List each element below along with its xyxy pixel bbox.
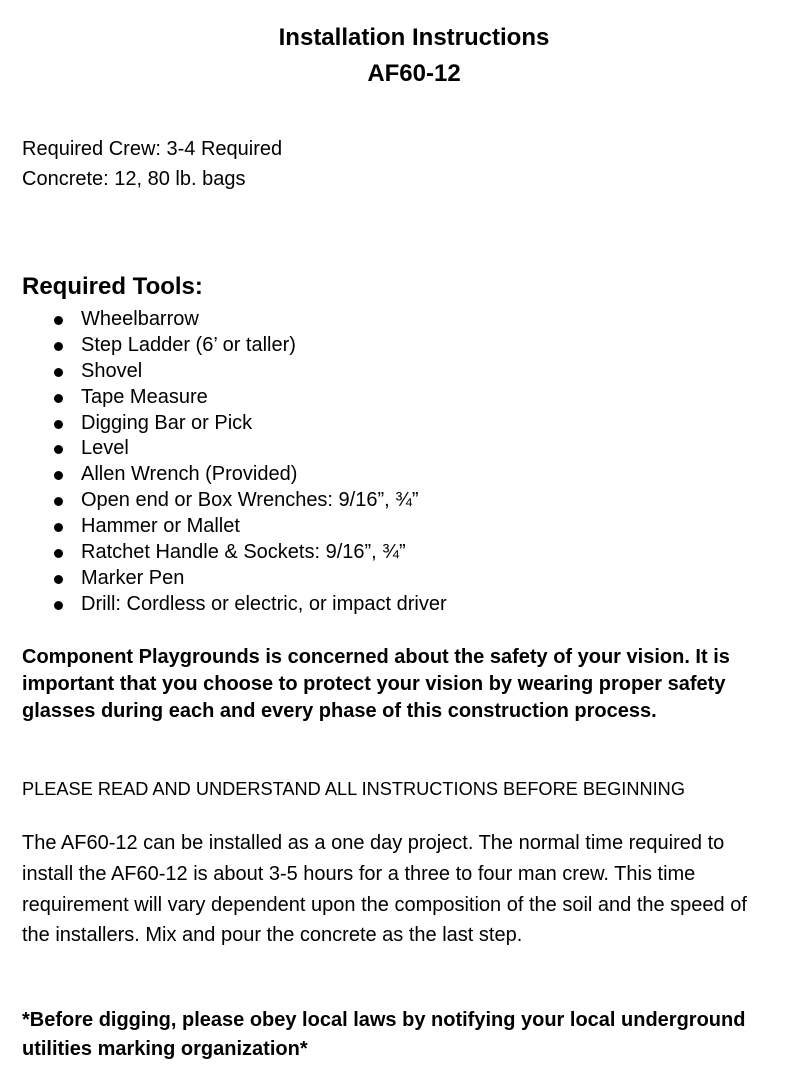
tool-label: Hammer or Mallet — [81, 515, 240, 538]
list-item — [0, 333, 447, 359]
safety-glasses-notice: Component Playgrounds is concerned about the safety of your vision. It is important that you choose to protect your vision by wearing proper safety glasses during each and every phase of this construction process. — [22, 646, 730, 722]
tool-label: Step Ladder (6’ or taller) — [81, 333, 296, 356]
list-item — [0, 411, 447, 437]
bullet-icon — [54, 549, 63, 558]
list-item — [0, 488, 447, 514]
list-item — [0, 592, 447, 618]
tool-label: Marker Pen — [81, 566, 185, 589]
tool-label: Drill: Cordless or electric, or impact driver — [81, 592, 447, 615]
bullet-icon — [54, 523, 63, 532]
installation-time-paragraph: The AF60-12 can be installed as a one day project. The normal time required to install the AF60-12 is about 3-5 hours for a three to four man crew. This time requirement will vary dependent upon the composition of the soil and the speed of the installers. Mix and pour the concrete as the last step. — [22, 832, 747, 947]
list-item — [0, 359, 447, 385]
tool-label: Digging Bar or Pick — [81, 411, 253, 434]
required-crew-text: Required Crew: 3-4 Required — [22, 138, 283, 160]
bullet-icon — [54, 575, 63, 584]
list-item — [0, 436, 447, 462]
tool-label: Tape Measure — [81, 385, 208, 408]
list-item — [0, 540, 447, 566]
tool-label: Open end or Box Wrenches: 9/16”, ¾” — [81, 489, 419, 512]
bullet-icon — [54, 497, 63, 506]
model-number-title: AF60-12 — [367, 60, 461, 87]
bullet-icon — [54, 316, 63, 325]
required-tools-heading: Required Tools: — [22, 273, 203, 300]
tool-label: Ratchet Handle & Sockets: 9/16”, ¾” — [81, 541, 406, 564]
tool-label: Wheelbarrow — [81, 308, 199, 330]
digging-utilities-notice: *Before digging, please obey local laws by notifying your local underground utilities marking organization* — [22, 1009, 746, 1060]
tool-label: Level — [81, 437, 129, 460]
read-instructions-notice: PLEASE READ AND UNDERSTAND ALL INSTRUCTIONS BEFORE BEGINNING — [22, 779, 685, 799]
tool-label: Allen Wrench (Provided) — [81, 463, 298, 486]
bullet-icon — [54, 420, 63, 429]
bullet-icon — [54, 471, 63, 480]
list-item — [0, 462, 447, 488]
bullet-icon — [54, 342, 63, 351]
page-title: Installation Instructions — [278, 24, 550, 51]
bullet-icon — [54, 368, 63, 377]
bullet-icon — [54, 445, 63, 454]
list-item — [0, 566, 447, 592]
bullet-icon — [54, 394, 63, 403]
list-item — [0, 307, 447, 333]
list-item — [0, 385, 447, 411]
tool-label: Shovel — [81, 359, 143, 382]
concrete-requirement-text: Concrete: 12, 80 lb. bags — [22, 168, 246, 190]
required-tools-list — [0, 307, 447, 618]
list-item — [0, 514, 447, 540]
bullet-icon — [54, 601, 63, 610]
